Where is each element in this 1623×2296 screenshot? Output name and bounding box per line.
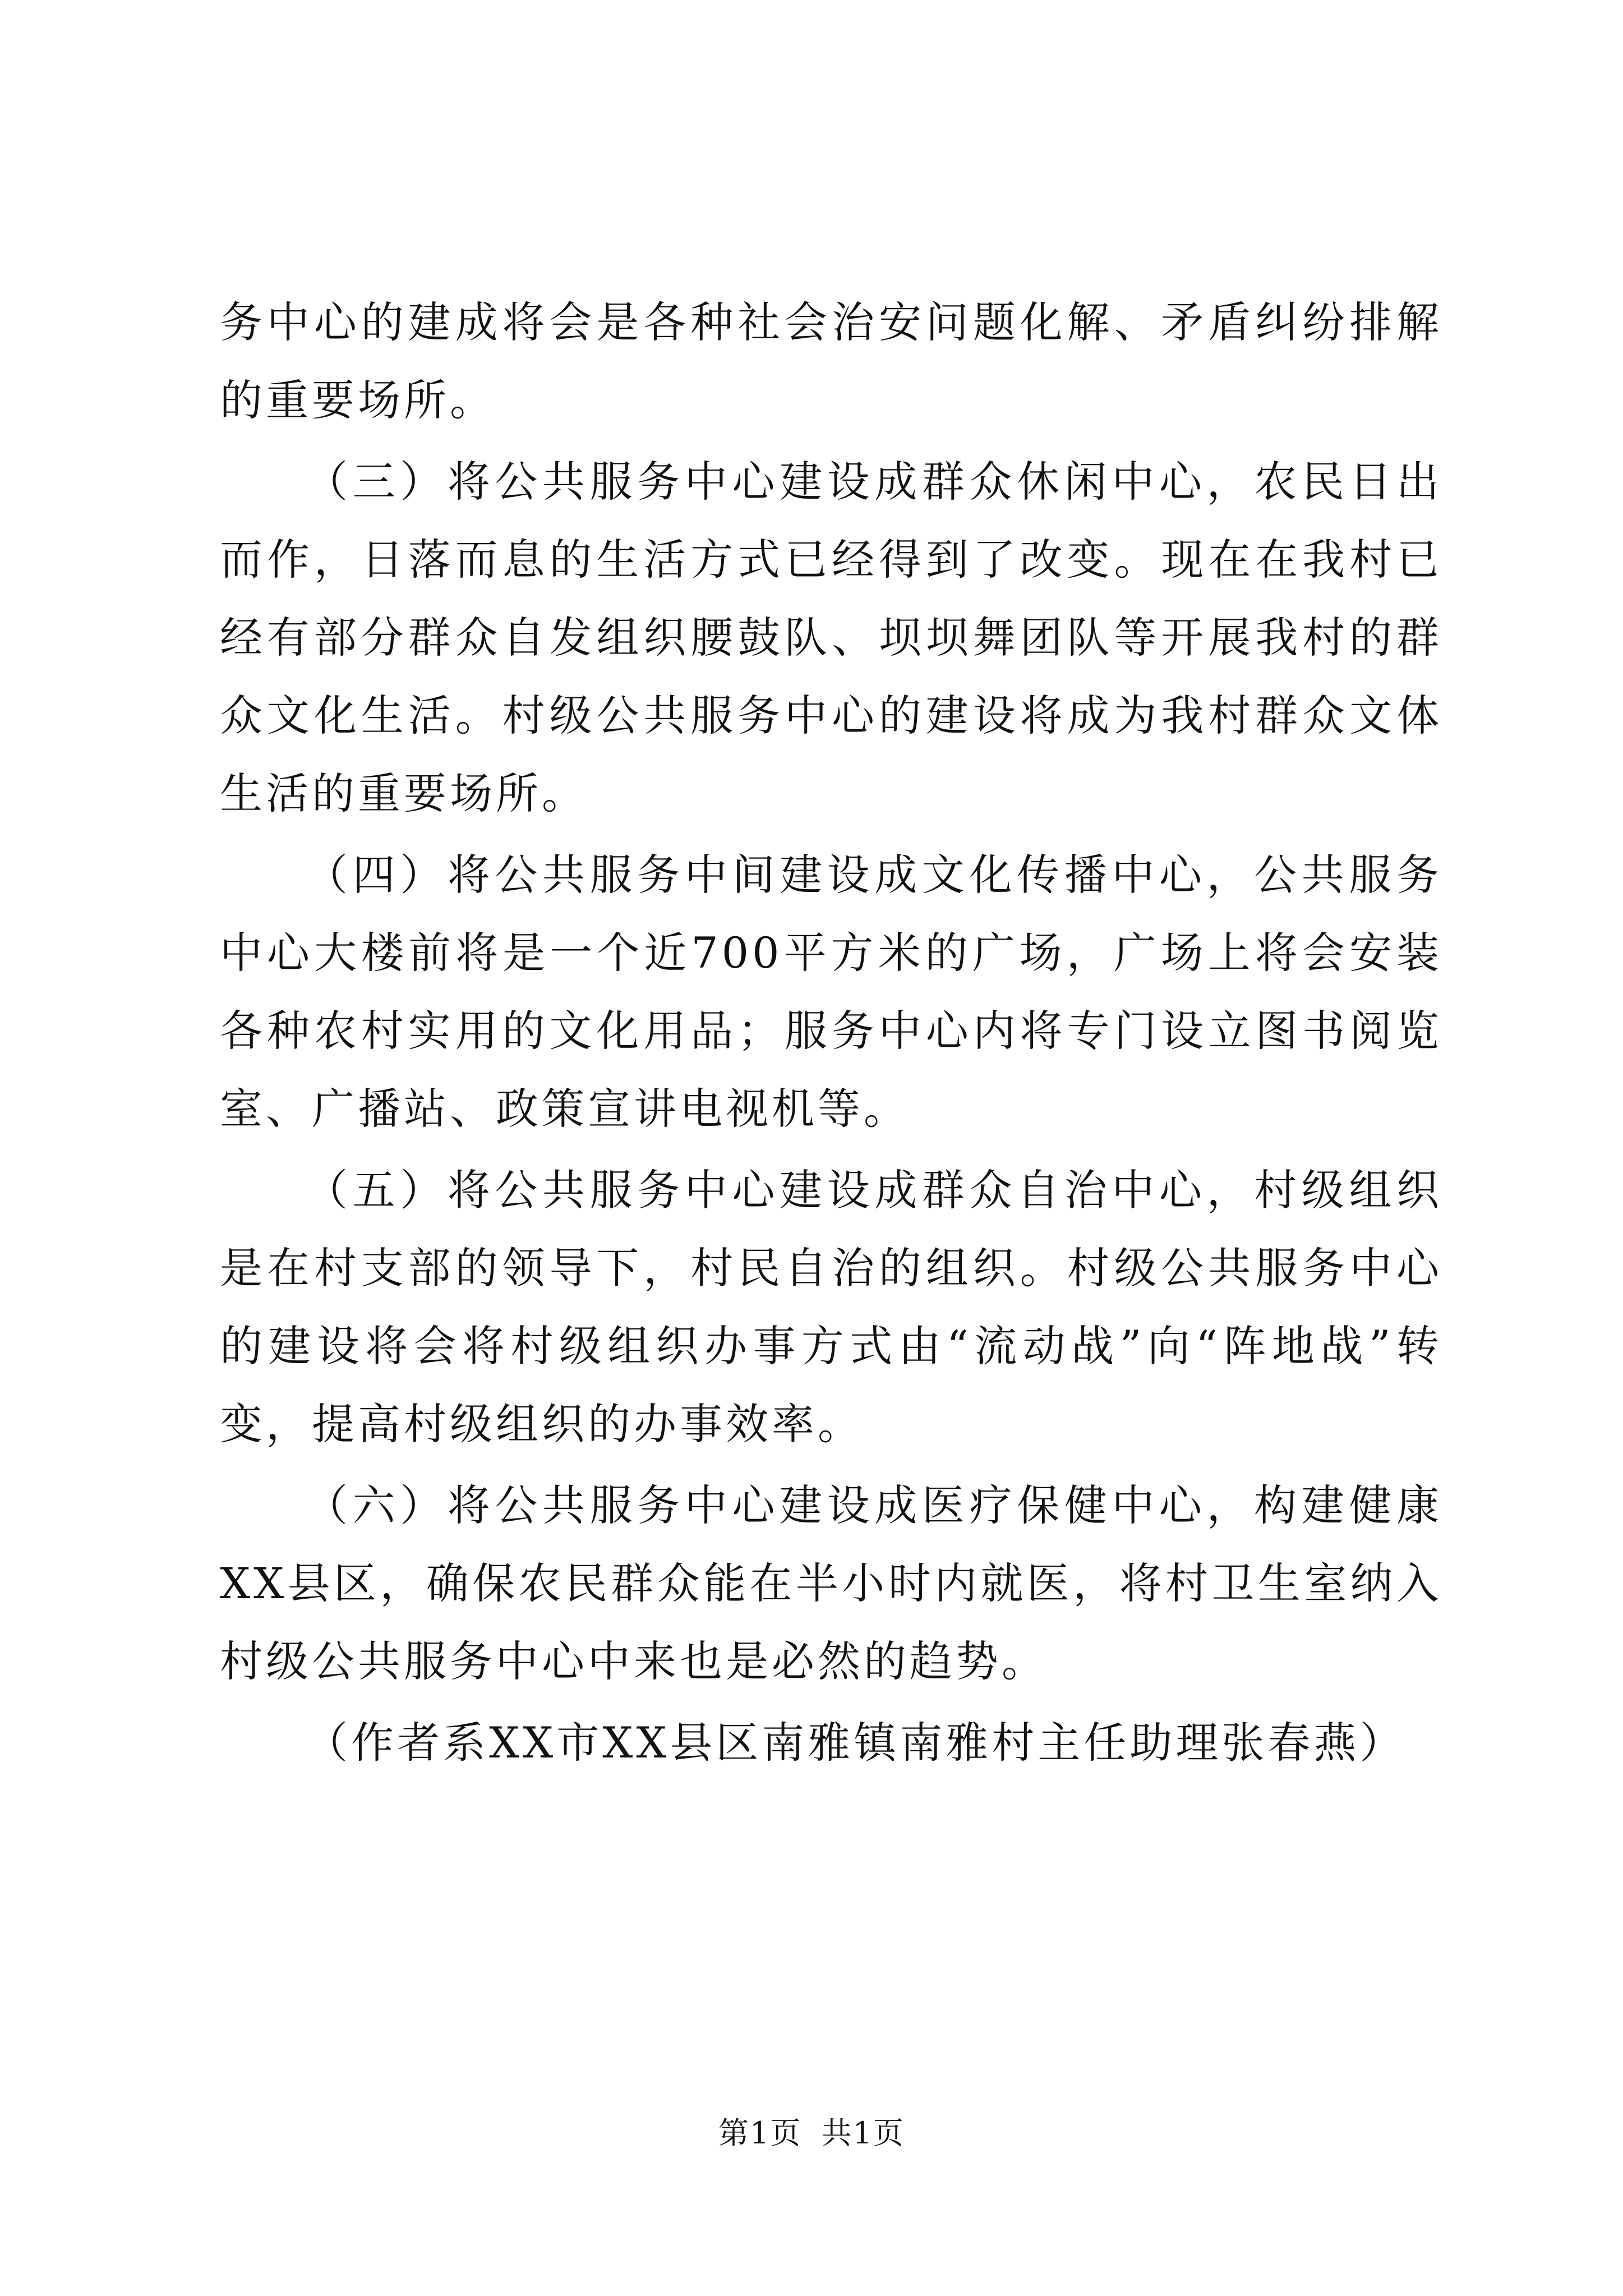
- author-note: （作者系XX市XX县区南雅镇南雅村主任助理张春燕）: [305, 1718, 1406, 1768]
- paragraph-section-5: （五）将公共服务中心建设成群众自治中心，村级组织是在村支部的领导下，村民自治的组织。村级公共服务中心的建设将会将村级组织办事方式由“流动战”向“阵地战”转变，提高村级组织的办事效率。: [220, 1165, 1442, 1449]
- page-number-total: 共1页: [821, 2115, 905, 2151]
- paragraph-section-4: （四）将公共服务中间建设成文化传播中心，公共服务中心大楼前将是一个近700平方米的广场，广场上将会安装各种农村实用的文化用品；服务中心内将专门设立图书阅览室、广播站、政策宣讲电视机等。: [220, 850, 1442, 1134]
- paragraph-continuation: 务中心的建成将会是各种社会治安问题化解、矛盾纠纷排解的重要场所。: [220, 297, 1442, 425]
- paragraph-section-3: （三）将公共服务中心建设成群众休闲中心，农民日出而作，日落而息的生活方式已经得到了改变。现在在我村已经有部分群众自发组织腰鼓队、坝坝舞团队等开展我村的群众文化生活。村级公共服务中心的建设将成为我村群众文体生活的重要场所。: [220, 457, 1442, 818]
- page-footer: [0, 2109, 1623, 2152]
- document-body: [220, 283, 1442, 1785]
- paragraph-section-6: （六）将公共服务中心建设成医疗保健中心，构建健康XX县区，确保农民群众能在半小时内就医，将村卫生室纳入村级公共服务中心中来也是必然的趋势。: [220, 1480, 1442, 1686]
- page-number-current: 第1页: [718, 2115, 802, 2151]
